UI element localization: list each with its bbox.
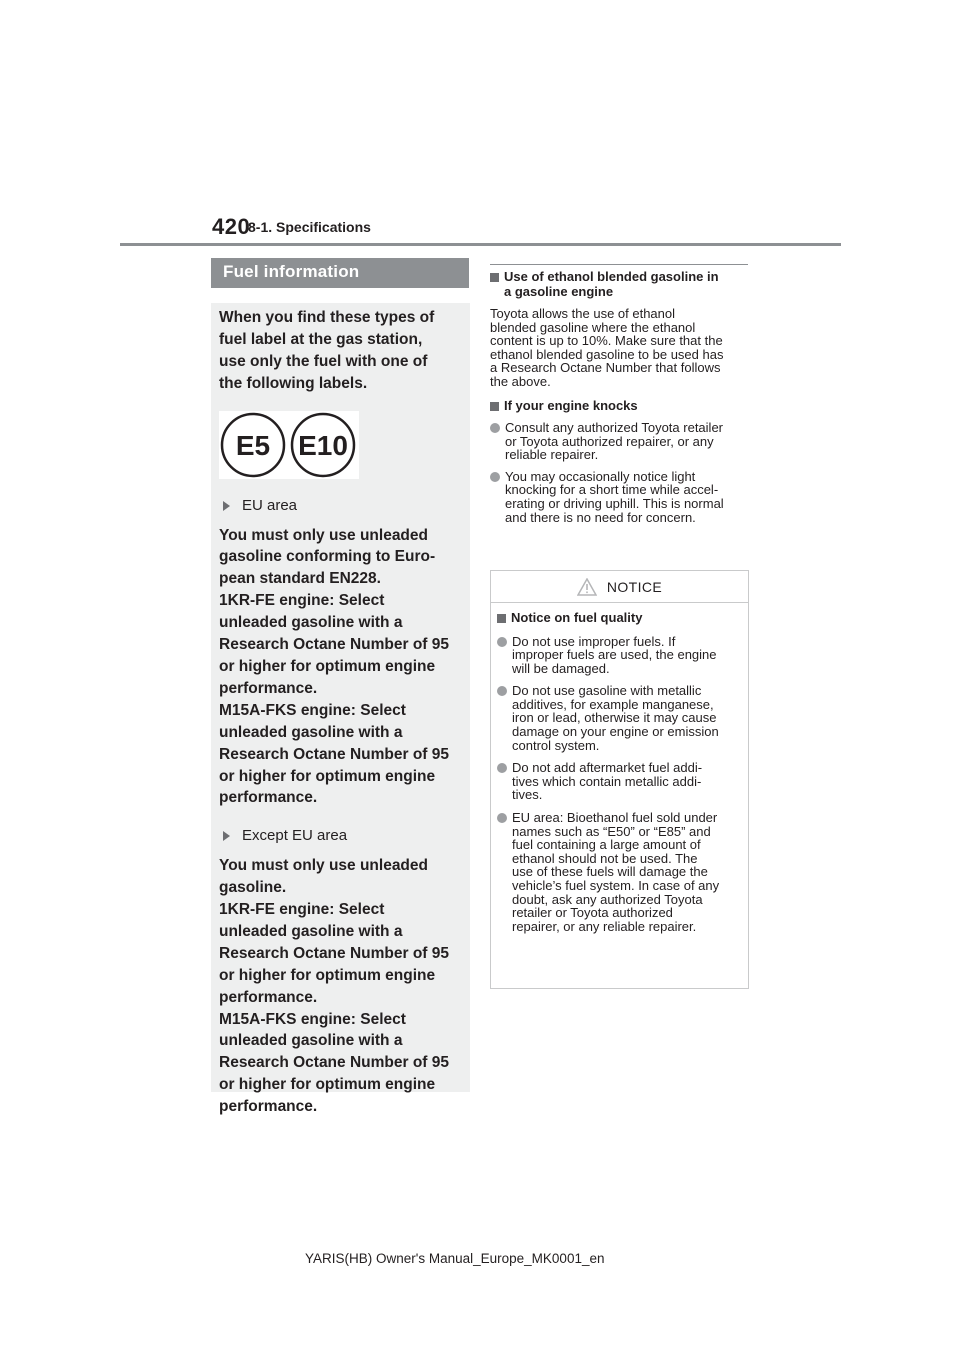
ethanol-text: Toyota allows the use of ethanol blended gasoline where the ethanol content is up to 10%. Make sure that the ethanol blended gasoline to be used has a Research Octane Number that follows the above. <box>490 306 724 389</box>
notice-header <box>491 571 748 603</box>
ethanol-heading: Use of ethanol blended gasoline in a gasoline engine <box>490 270 752 299</box>
warning-triangle-icon <box>577 578 597 596</box>
eu-area-text: You must only use unleaded gasoline conforming to Euro- pean standard EN228. 1KR-FE engine: Select unleaded gasoline with a Research Octane Number of 95 or higher for optimum engine performance. M15A-FKS engine: Select unleaded gasoline with a Research Octane Number of 95 or higher for optimum engine performance. <box>219 526 450 807</box>
fuel-info-heading: Fuel information <box>223 262 360 281</box>
knocks-bullet: You may occasionally notice light knocking for a short time while accel- erating or driving uphill. This is normal and there is no need for concern. <box>490 470 752 524</box>
section-title: 8-1. Specifications <box>248 219 371 235</box>
arrow-right-icon <box>223 831 230 841</box>
notice-bullet: EU area: Bioethanol fuel sold under names such as “E50” or “E85” and fuel containing a large amount of ethanol should not be used. The use of these fuels will damage the vehicle’s fuel system. In case of any doubt, ask any authorized Toyota retailer or Toyota authorized repairer, or any reliable repairer. <box>497 811 742 933</box>
top-rule <box>490 264 748 265</box>
notice-subheading: Notice on fuel quality <box>497 611 742 626</box>
round-bullet-icon <box>490 472 500 482</box>
fuel-intro: When you find these types of fuel label at the gas station, use only the fuel with one of the following labels. <box>219 309 435 392</box>
round-bullet-icon <box>497 763 507 773</box>
notice-box <box>490 570 749 989</box>
knocks-heading: If your engine knocks <box>490 399 752 414</box>
eu-area-heading: EU area <box>219 495 460 517</box>
square-bullet-icon <box>490 402 499 411</box>
fuel-info-box <box>211 303 470 1116</box>
notice-bullet: Do not use gasoline with metallic additives, for example manganese, iron or lead, otherwise it may cause damage on your engine or emission control system. <box>497 684 742 752</box>
e5-label-text: E5 <box>235 429 271 461</box>
except-eu-area-text: You must only use unleaded gasoline. 1KR-FE engine: Select unleaded gasoline with a Research Octane Number of 95 or higher for optimum engine performance. M15A-FKS engine: Select unleaded gasoline with a Research Octane Number of 95 or higher for optimum engine performance. <box>219 857 450 1116</box>
knocks-bullet: Consult any authorized Toyota retailer or Toyota authorized repairer, or any reliable repairer. <box>490 421 752 462</box>
notice-title: NOTICE <box>606 578 663 595</box>
footer-text: YARIS(HB) Owner's Manual_Europe_MK0001_en <box>305 1251 605 1266</box>
square-bullet-icon <box>497 614 506 623</box>
square-bullet-icon <box>490 273 499 282</box>
round-bullet-icon <box>497 686 507 696</box>
round-bullet-icon <box>497 813 507 823</box>
round-bullet-icon <box>490 423 500 433</box>
right-column <box>490 264 752 524</box>
arrow-right-icon <box>223 501 230 511</box>
e10-label-text: E10 <box>298 429 348 461</box>
header-rule <box>120 243 841 246</box>
notice-bullet: Do not use improper fuels. If improper fuels are used, the engine will be damaged. <box>497 635 742 676</box>
fuel-info-heading-bar <box>211 258 469 288</box>
notice-bullet: Do not add aftermarket fuel addi- tives which contain metallic addi- tives. <box>497 761 742 802</box>
round-bullet-icon <box>497 637 507 647</box>
except-eu-area-heading: Except EU area <box>219 825 460 847</box>
page-number: 420 <box>212 214 251 239</box>
fuel-labels-image <box>219 411 359 479</box>
